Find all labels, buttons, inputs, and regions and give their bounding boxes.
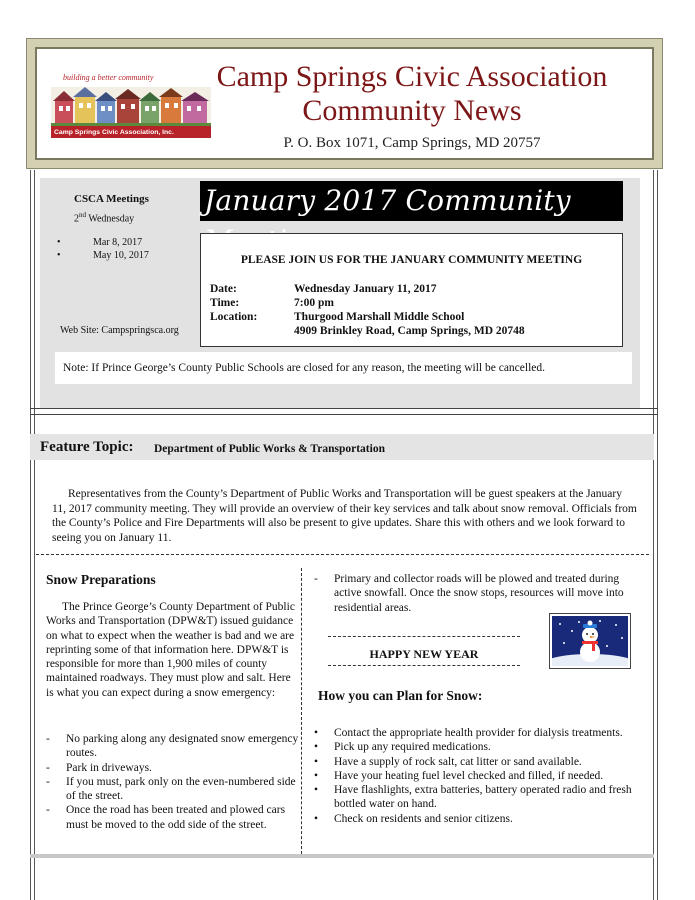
snow-preparations-title: Snow Preparations [46,572,156,587]
location-label: Location: [210,311,258,323]
list-item: - If you must, park only on the even-numbered side of the street. [46,775,308,804]
list-item: - Once the road has been treated and plowed cars must be moved to the odd side of the street. [46,803,308,832]
dashed-divider [36,554,649,555]
meeting-date-item: • Mar 8, 2017 [74,236,149,249]
time-value: 7:00 pm [294,297,334,309]
masthead-address: P. O. Box 1071, Camp Springs, MD 20757 [283,135,541,151]
snow-list [46,732,308,832]
section-divider [30,408,658,409]
feature-bar [30,434,654,460]
list-item: • Have a supply of rock salt, cat litter or sand available. [314,755,639,769]
meeting-date-item: • May 10, 2017 [74,249,149,262]
date-row [210,283,437,295]
invite-box [200,233,623,347]
schedule-suffix: Wednesday [86,213,135,225]
location-address-row [210,325,525,337]
meeting-dates-list [74,236,149,262]
masthead-subtitle: Community News [302,94,522,127]
snowman-icon [552,616,628,666]
date-label: Date: [210,283,237,295]
page-border-right [653,170,654,900]
invite-heading: PLEASE JOIN US FOR THE JANUARY COMMUNITY MEETING [240,254,583,266]
column-divider [301,568,302,854]
plan-for-snow-title: How you can Plan for Snow: [318,688,483,703]
plan-list [314,726,639,826]
happy-new-year: HAPPY NEW YEAR [369,647,479,661]
location-row [210,311,464,323]
logo-tagline: building a better community [63,73,154,82]
logo-name: Camp Springs Civic Association, Inc. [54,129,174,136]
time-row [210,297,334,309]
masthead-title: Camp Springs Civic Association [216,60,608,93]
feature-topic: Department of Public Works & Transportation [154,443,385,455]
snow-list-continued [314,572,639,615]
list-item: • Have flashlights, extra batteries, battery operated radio and fresh bottled water on hand. [314,783,639,812]
location-address: 4909 Brinkley Road, Camp Springs, MD 20748 [294,325,525,337]
list-item: • Have your heating fuel level checked and filled, if needed. [314,769,639,783]
cancellation-note: Note: If Prince George’s County Public Schools are closed for any reason, the meeting will be cancelled. [55,352,632,384]
snow-preparations-body: The Prince George’s County Department of Public Works and Transportation (DPW&T) issued guidance on what to expect when the weather is bad and we are reprinting some of that information here. DPW&T is responsible for more than 1,900 miles of county maintained roadways. They must plow and salt. Here is what you can expect during a snow emergency: [46,601,295,699]
list-item: - No parking along any designated snow emergency routes. [46,732,308,761]
page-border-right-outer [657,170,658,900]
csca-meetings-heading: CSCA Meetings [74,193,149,205]
page-border-left [30,170,31,900]
dashed-divider [328,636,520,637]
csca-meetings-schedule [74,211,134,224]
schedule-sup: nd [79,211,86,219]
bottom-rule [30,854,654,858]
list-item: - Park in driveways. [46,761,308,775]
list-item: • Contact the appropriate health provider for dialysis treatments. [314,726,639,740]
schedule-prefix: 2 [74,213,79,225]
time-label: Time: [210,297,240,309]
list-item: - Primary and collector roads will be plowed and treated during active snowfall. Once the snow stops, resources will move into residential areas. [314,572,639,615]
list-item: • Pick up any required medications. [314,740,639,754]
list-item: • Check on residents and senior citizens. [314,812,639,826]
feature-body: Representatives from the County’s Department of Public Works and Transportation will be guest speakers at the January 11, 2017 community meeting. They will provide an overview of their key services and talk about snow removal. Officials from the County’s Police and Fire Departments will also be present to give updates. Share this with others and we look forward to seeing you on January 11. [52,488,637,544]
section-divider [30,414,658,415]
location-value: Thurgood Marshall Middle School [294,311,465,323]
page-border-left-inner [34,170,35,900]
website-link[interactable]: Web Site: Campspringsca.org [60,325,179,336]
snowman-frame [549,613,631,669]
masthead [26,38,663,169]
meeting-banner: January 2017 Community [200,181,623,221]
date-value: Wednesday January 11, 2017 [294,283,437,295]
feature-label: Feature Topic: [40,439,134,455]
dashed-divider [328,665,520,666]
